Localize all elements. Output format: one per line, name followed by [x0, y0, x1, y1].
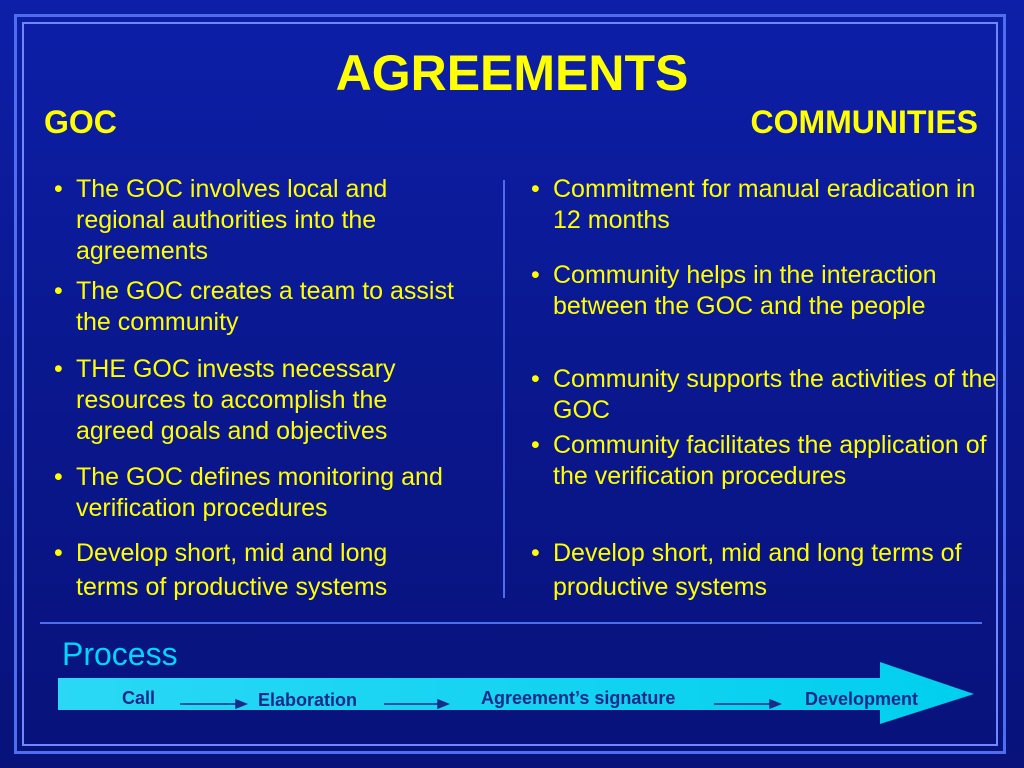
bullet-marker: • — [54, 463, 63, 491]
goc-bullet-text: The GOC defines monitoring and verification procedures — [76, 463, 443, 522]
goc-bullet-item — [54, 536, 454, 604]
goc-bullet-item — [54, 276, 454, 338]
communities-bullet-item — [531, 174, 1001, 236]
goc-bullet-item — [54, 174, 454, 267]
process-step-development: Development — [805, 689, 919, 709]
communities-bullet-item — [531, 260, 1001, 322]
process-label: Process — [62, 636, 178, 672]
goc-bullet-text: The GOC creates a team to assist the community — [76, 277, 454, 336]
column-divider — [503, 180, 505, 598]
bullet-marker: • — [54, 175, 63, 203]
goc-bullet-text: Develop short, mid and long terms of productive systems — [76, 539, 388, 601]
communities-bullet-text: Commitment for manual eradication in 12 months — [553, 175, 976, 234]
communities-bullet-text: Community supports the activities of the GOC — [553, 365, 997, 424]
bullet-marker: • — [54, 355, 63, 383]
goc-bullet-text: The GOC involves local and regional authorities into the agreements — [76, 175, 388, 265]
bullet-marker: • — [54, 539, 63, 567]
goc-bullet-item — [54, 354, 454, 447]
goc-bullet-item — [54, 462, 454, 524]
section-divider — [40, 622, 982, 624]
communities-bullet-text: Community helps in the interaction between the GOC and the people — [553, 261, 937, 320]
communities-heading: COMMUNITIES — [750, 104, 978, 140]
communities-bullet-item — [531, 536, 1001, 604]
bullet-marker: • — [531, 539, 540, 567]
process-step-signature: Agreement’s signature — [481, 688, 676, 708]
process-step-call: Call — [122, 688, 156, 708]
communities-bullet-text: Community facilitates the application of the verification procedures — [553, 431, 987, 490]
bullet-marker: • — [531, 431, 540, 459]
process-step-elaboration: Elaboration — [258, 690, 358, 710]
goc-heading: GOC — [44, 104, 117, 140]
goc-bullet-text: THE GOC invests necessary resources to accomplish the agreed goals and objectives — [76, 355, 396, 445]
communities-bullet-item — [531, 430, 1001, 492]
communities-bullet-item — [531, 364, 1001, 426]
bullet-marker: • — [531, 365, 540, 393]
bullet-marker: • — [54, 277, 63, 305]
bullet-marker: • — [531, 261, 540, 289]
bullet-marker: • — [531, 175, 540, 203]
communities-bullet-text: Develop short, mid and long terms of productive systems — [553, 539, 962, 601]
slide-title: AGREEMENTS — [335, 45, 689, 101]
